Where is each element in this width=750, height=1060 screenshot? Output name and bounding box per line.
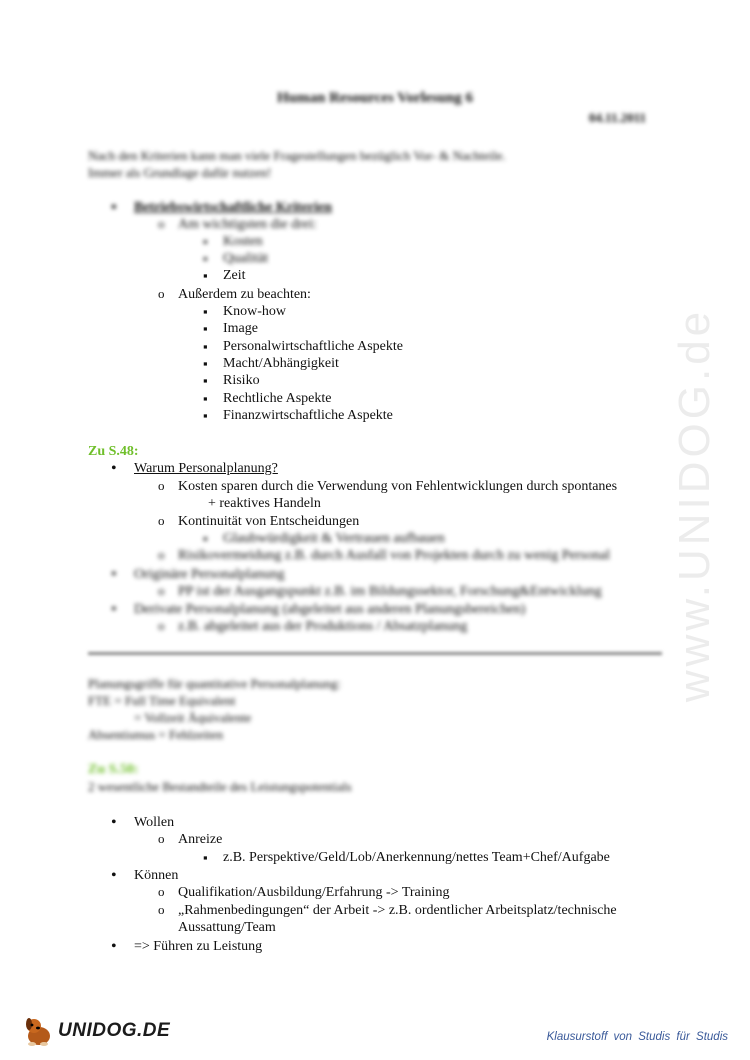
footer-tagline: Klausurstoff von Studis für Studis: [546, 1031, 728, 1043]
criteria-sub-additional: o Außerdem zu beachten:: [178, 286, 311, 303]
section-heading-s50: Zu S.50:: [88, 762, 139, 777]
document-title: Human Resources Vorlesung 6: [277, 90, 473, 106]
list-item-result: • => Führen zu Leistung: [134, 938, 262, 955]
dog-icon: [22, 1014, 56, 1048]
question-heading: • Warum Personalplanung?: [134, 460, 278, 477]
derivative-planning: • Derivate Personalplanung (abgeleitet aus anderen Planungsbereichen): [134, 601, 525, 618]
list-item: o Qualifikation/Ausbildung/Erfahrung -> Training: [178, 884, 450, 901]
original-planning: • Originäre Personalplanung: [134, 566, 284, 583]
list-item: ▪ Personalwirtschaftliche Aspekte: [223, 338, 403, 355]
list-item: o PP ist der Ausgangspunkt z.B. im Bildungssektor, Forschung&Entwicklung: [178, 583, 602, 600]
list-item: ▪ Rechtliche Aspekte: [223, 390, 331, 407]
list-item: ▪ Risiko: [223, 372, 260, 389]
list-item: ▪ Zeit: [223, 267, 246, 284]
list-item: ▪ Glaubwürdigkeit & Vertrauen aufbauen: [223, 530, 445, 547]
divider: [88, 652, 662, 655]
criteria-sub-important: o Am wichtigsten die drei:: [178, 216, 317, 233]
list-item: ▪ z.B. Perspektive/Geld/Lob/Anerkennung/nettes Team+Chef/Aufgabe: [223, 849, 610, 866]
list-item-continuation: Aussattung/Team: [178, 920, 276, 935]
list-item: ▪ Qualität: [223, 250, 268, 267]
criteria-heading: • Betriebswirtschaftliche Kriterien: [134, 199, 332, 216]
list-item: o „Rahmenbedingungen“ der Arbeit -> z.B. ordentlicher Arbeitsplatz/technische: [178, 902, 617, 919]
unidog-logo: [22, 1013, 170, 1049]
list-item: o Risikovermeidung z.B. durch Ausfall von Projekten durch zu wenig Personal: [178, 547, 610, 564]
terms-heading: Planungsgriffe für quantitative Personalplanung:: [88, 676, 341, 691]
list-item-koennen: • Können: [134, 867, 178, 884]
list-item: o z.B. abgeleitet aus der Produktions / Absatzplanung: [178, 618, 467, 635]
intro-text: Nach den Kriterien kann man viele Fragestellungen bezüglich Vor- & Nachteile. Immer als Grundlage dafür nutzen!: [88, 148, 506, 180]
list-item: ▪ Finanzwirtschaftliche Aspekte: [223, 407, 393, 424]
list-item: o Kosten sparen durch die Verwendung von Fehlentwicklungen durch spontanes: [178, 478, 617, 495]
term-fte-de: = Vollzeit Äquivalente: [134, 710, 252, 725]
term-fte: FTE = Full Time Equivalent: [88, 693, 236, 708]
logo-text: UNIDOG.DE: [58, 1020, 171, 1041]
list-item: ▪ Know-how: [223, 303, 286, 320]
list-item-wollen: • Wollen: [134, 814, 174, 831]
list-item-continuation: + reaktives Handeln: [208, 496, 321, 511]
list-item: ▪ Macht/Abhängigkeit: [223, 355, 339, 372]
watermark: www.UNIDOG.de: [670, 307, 720, 703]
term-absentism: Absentismus = Fehlzeiten: [88, 727, 224, 742]
list-item: ▪ Kosten: [223, 233, 263, 250]
list-item: o Kontinuität von Entscheidungen: [178, 513, 359, 530]
list-item: o Anreize: [178, 831, 222, 848]
document-date: 04.11.2011: [588, 110, 646, 125]
section-subtitle: 2 wesentliche Bestandteile des Leistungspotentials: [88, 779, 352, 794]
list-item: ▪ Image: [223, 320, 258, 337]
section-heading-s48: Zu S.48:: [88, 444, 139, 459]
